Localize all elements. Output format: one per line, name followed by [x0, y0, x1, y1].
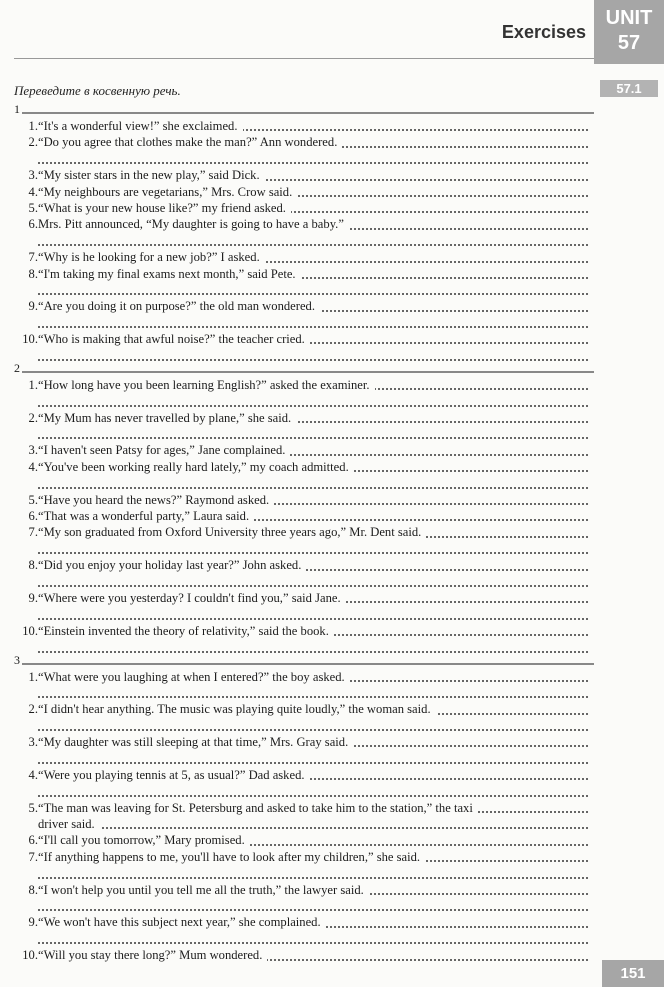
item-number: 9. — [28, 915, 38, 930]
answer-line — [14, 639, 594, 655]
exercise-item-continuation — [14, 816, 594, 832]
exercise-item — [14, 947, 594, 963]
exercise-item — [14, 249, 594, 265]
unit-label: UNIT — [605, 7, 653, 29]
answer-dotted-line — [38, 795, 588, 797]
exercise-item — [14, 184, 594, 200]
exercise-item — [14, 734, 594, 750]
item-sentence: “My daughter was still sleeping at that time,” Mrs. Gray said. — [38, 734, 353, 750]
answer-dotted-line — [38, 293, 588, 295]
answer-dotted-line — [38, 326, 588, 328]
exercise-item — [14, 167, 594, 183]
exercise-item — [14, 669, 594, 685]
exercise-item — [14, 377, 594, 393]
item-sentence: “That was a wonderful party,” Laura said. — [38, 508, 254, 524]
exercise-item — [14, 524, 594, 540]
section-divider — [22, 112, 594, 114]
exercise-item — [14, 767, 594, 783]
item-sentence: “Have you heard the news?” Raymond asked. — [38, 492, 274, 508]
answer-line — [14, 606, 594, 622]
answer-dotted-line — [38, 942, 588, 944]
item-sentence: “I didn't hear anything. The music was playing quite loudly,” the woman said. — [38, 701, 436, 717]
answer-line — [14, 347, 594, 363]
answer-line — [14, 426, 594, 442]
answer-line — [14, 931, 594, 947]
exercise-section — [14, 652, 594, 964]
item-sentence: “Where were you yesterday? I couldn't find you,” said Jane. — [38, 590, 346, 606]
item-sentence: “Why is he looking for a new job?” I asked. — [38, 249, 265, 265]
exercise-item — [14, 410, 594, 426]
answer-dotted-line — [38, 552, 588, 554]
section-number: 3 — [14, 652, 20, 667]
item-number: 4. — [28, 184, 38, 199]
unit-number: 57 — [617, 32, 641, 54]
answer-line — [14, 783, 594, 799]
item-number: 8. — [28, 882, 38, 897]
item-number: 1. — [28, 669, 38, 684]
exercise-section — [14, 360, 594, 656]
answer-dotted-line — [38, 162, 588, 164]
item-number: 2. — [28, 135, 38, 150]
item-sentence: “My son graduated from Oxford University three years ago,” Mr. Dent said. — [38, 524, 426, 540]
answer-line — [14, 898, 594, 914]
answer-line — [14, 750, 594, 766]
item-number: 1. — [28, 119, 38, 133]
item-number: 6. — [28, 833, 38, 848]
unit-badge — [594, 0, 664, 64]
answer-dotted-line — [38, 405, 588, 407]
exercise-section — [14, 102, 594, 364]
item-sentence: “Do you agree that clothes make the man?” Ann wondered. — [38, 134, 342, 150]
item-sentence: “Will you stay there long?” Mum wondered. — [38, 947, 267, 963]
answer-dotted-line — [38, 877, 588, 879]
answer-dotted-line — [38, 359, 588, 361]
page-title: Exercises — [501, 22, 586, 42]
item-sentence: “I haven't seen Patsy for ages,” Jane complained. — [38, 442, 290, 458]
item-number: 8. — [28, 266, 38, 281]
answer-dotted-line — [38, 762, 588, 764]
item-number: 7. — [28, 525, 38, 540]
exercise-item — [14, 914, 594, 930]
section-header — [14, 102, 594, 118]
exercise-badge: 57.1 — [600, 80, 658, 97]
item-number: 1. — [28, 377, 38, 392]
exercise-item — [14, 298, 594, 314]
item-number: 10. — [22, 948, 38, 963]
item-sentence: “We won't have this subject next year,” she complained. — [38, 914, 326, 930]
item-number: 5. — [28, 800, 38, 815]
item-number: 10. — [22, 623, 38, 638]
item-number: 10. — [22, 332, 38, 347]
item-sentence: “How long have you been learning English?” asked the examiner. — [38, 377, 375, 393]
item-sentence: “My neighbours are vegetarians,” Mrs. Crow said. — [38, 184, 297, 200]
item-number: 9. — [28, 590, 38, 605]
section-divider — [22, 371, 594, 373]
item-number: 2. — [28, 410, 38, 425]
exercise-item — [14, 849, 594, 865]
answer-line — [14, 574, 594, 590]
item-number: 6. — [28, 217, 38, 232]
item-number: 7. — [28, 849, 38, 864]
item-sentence: Mrs. Pitt announced, “My daughter is going to have a baby.” — [38, 216, 349, 232]
item-number: 3. — [28, 168, 38, 183]
section-number: 2 — [14, 360, 20, 375]
answer-dotted-line — [38, 244, 588, 246]
exercise-item — [14, 331, 594, 347]
exercise-item — [14, 118, 594, 134]
answer-line — [14, 151, 594, 167]
exercise-item — [14, 800, 594, 816]
exercise-item — [14, 623, 594, 639]
answer-dotted-line — [38, 651, 588, 653]
exercise-item — [14, 508, 594, 524]
item-sentence: “If anything happens to me, you'll have to look after my children,” she said. — [38, 849, 425, 865]
exercise-item — [14, 200, 594, 216]
item-sentence: “My Mum has never travelled by plane,” she said. — [38, 410, 296, 426]
section-number: 1 — [14, 102, 20, 116]
answer-dotted-line — [38, 437, 588, 439]
item-number: 4. — [28, 459, 38, 474]
exercise-item — [14, 832, 594, 848]
item-sentence: “Did you enjoy your holiday last year?” John asked. — [38, 557, 306, 573]
exercise-item — [14, 134, 594, 150]
item-number: 8. — [28, 558, 38, 573]
item-sentence: “Who is making that awful noise?” the teacher cried. — [38, 331, 310, 347]
exercise-content — [14, 102, 594, 964]
answer-line — [14, 315, 594, 331]
exercise-item — [14, 882, 594, 898]
item-sentence: “My sister stars in the new play,” said Dick. — [38, 167, 265, 183]
answer-dotted-line — [38, 729, 588, 731]
answer-line — [14, 685, 594, 701]
item-number: 4. — [28, 767, 38, 782]
answer-line — [14, 475, 594, 491]
item-number: 6. — [28, 508, 38, 523]
section-divider — [22, 663, 594, 665]
answer-dotted-line — [38, 585, 588, 587]
item-sentence: “What is your new house like?” my friend asked. — [38, 200, 291, 216]
item-sentence: “I won't help you until you tell me all the truth,” the lawyer said. — [38, 882, 369, 898]
page-number: 151 — [602, 960, 664, 987]
answer-dotted-line — [38, 827, 588, 829]
header-divider — [14, 58, 594, 59]
answer-line — [14, 282, 594, 298]
item-sentence: “Einstein invented the theory of relativity,” said the book. — [38, 623, 334, 639]
section-header — [14, 652, 594, 669]
answer-dotted-line — [38, 909, 588, 911]
exercise-item — [14, 701, 594, 717]
item-sentence-continuation: driver said. — [38, 816, 100, 832]
item-sentence: “The man was leaving for St. Petersburg and asked to take him to the station,” the taxi — [38, 800, 478, 816]
item-number: 7. — [28, 250, 38, 265]
answer-line — [14, 865, 594, 881]
item-number: 5. — [28, 492, 38, 507]
instruction-text: Переведите в косвенную речь. — [14, 83, 181, 98]
item-number: 5. — [28, 200, 38, 215]
answer-dotted-line — [38, 696, 588, 698]
exercise-item — [14, 557, 594, 573]
item-sentence: “Were you playing tennis at 5, as usual?” Dad asked. — [38, 767, 310, 783]
exercise-item — [14, 216, 594, 232]
item-number: 3. — [28, 443, 38, 458]
item-number: 3. — [28, 735, 38, 750]
exercise-item — [14, 590, 594, 606]
item-sentence: “I'm taking my final exams next month,” said Pete. — [38, 266, 301, 282]
exercise-item — [14, 492, 594, 508]
exercise-item — [14, 459, 594, 475]
answer-dotted-line — [38, 618, 588, 620]
answer-line — [14, 718, 594, 734]
item-sentence: “It's a wonderful view!” she exclaimed. — [38, 118, 243, 134]
item-sentence: “What were you laughing at when I entered?” the boy asked. — [38, 669, 350, 685]
item-number: 2. — [28, 702, 38, 717]
item-sentence: “I'll call you tomorrow,” Mary promised. — [38, 832, 250, 848]
exercise-item — [14, 266, 594, 282]
item-number: 9. — [28, 299, 38, 314]
item-sentence: “Are you doing it on purpose?” the old man wondered. — [38, 298, 320, 314]
section-header — [14, 360, 594, 377]
answer-line — [14, 233, 594, 249]
answer-line — [14, 541, 594, 557]
exercise-item — [14, 442, 594, 458]
answer-dotted-line — [38, 487, 588, 489]
item-sentence: “You've been working really hard lately,” my coach admitted. — [38, 459, 354, 475]
answer-line — [14, 393, 594, 409]
